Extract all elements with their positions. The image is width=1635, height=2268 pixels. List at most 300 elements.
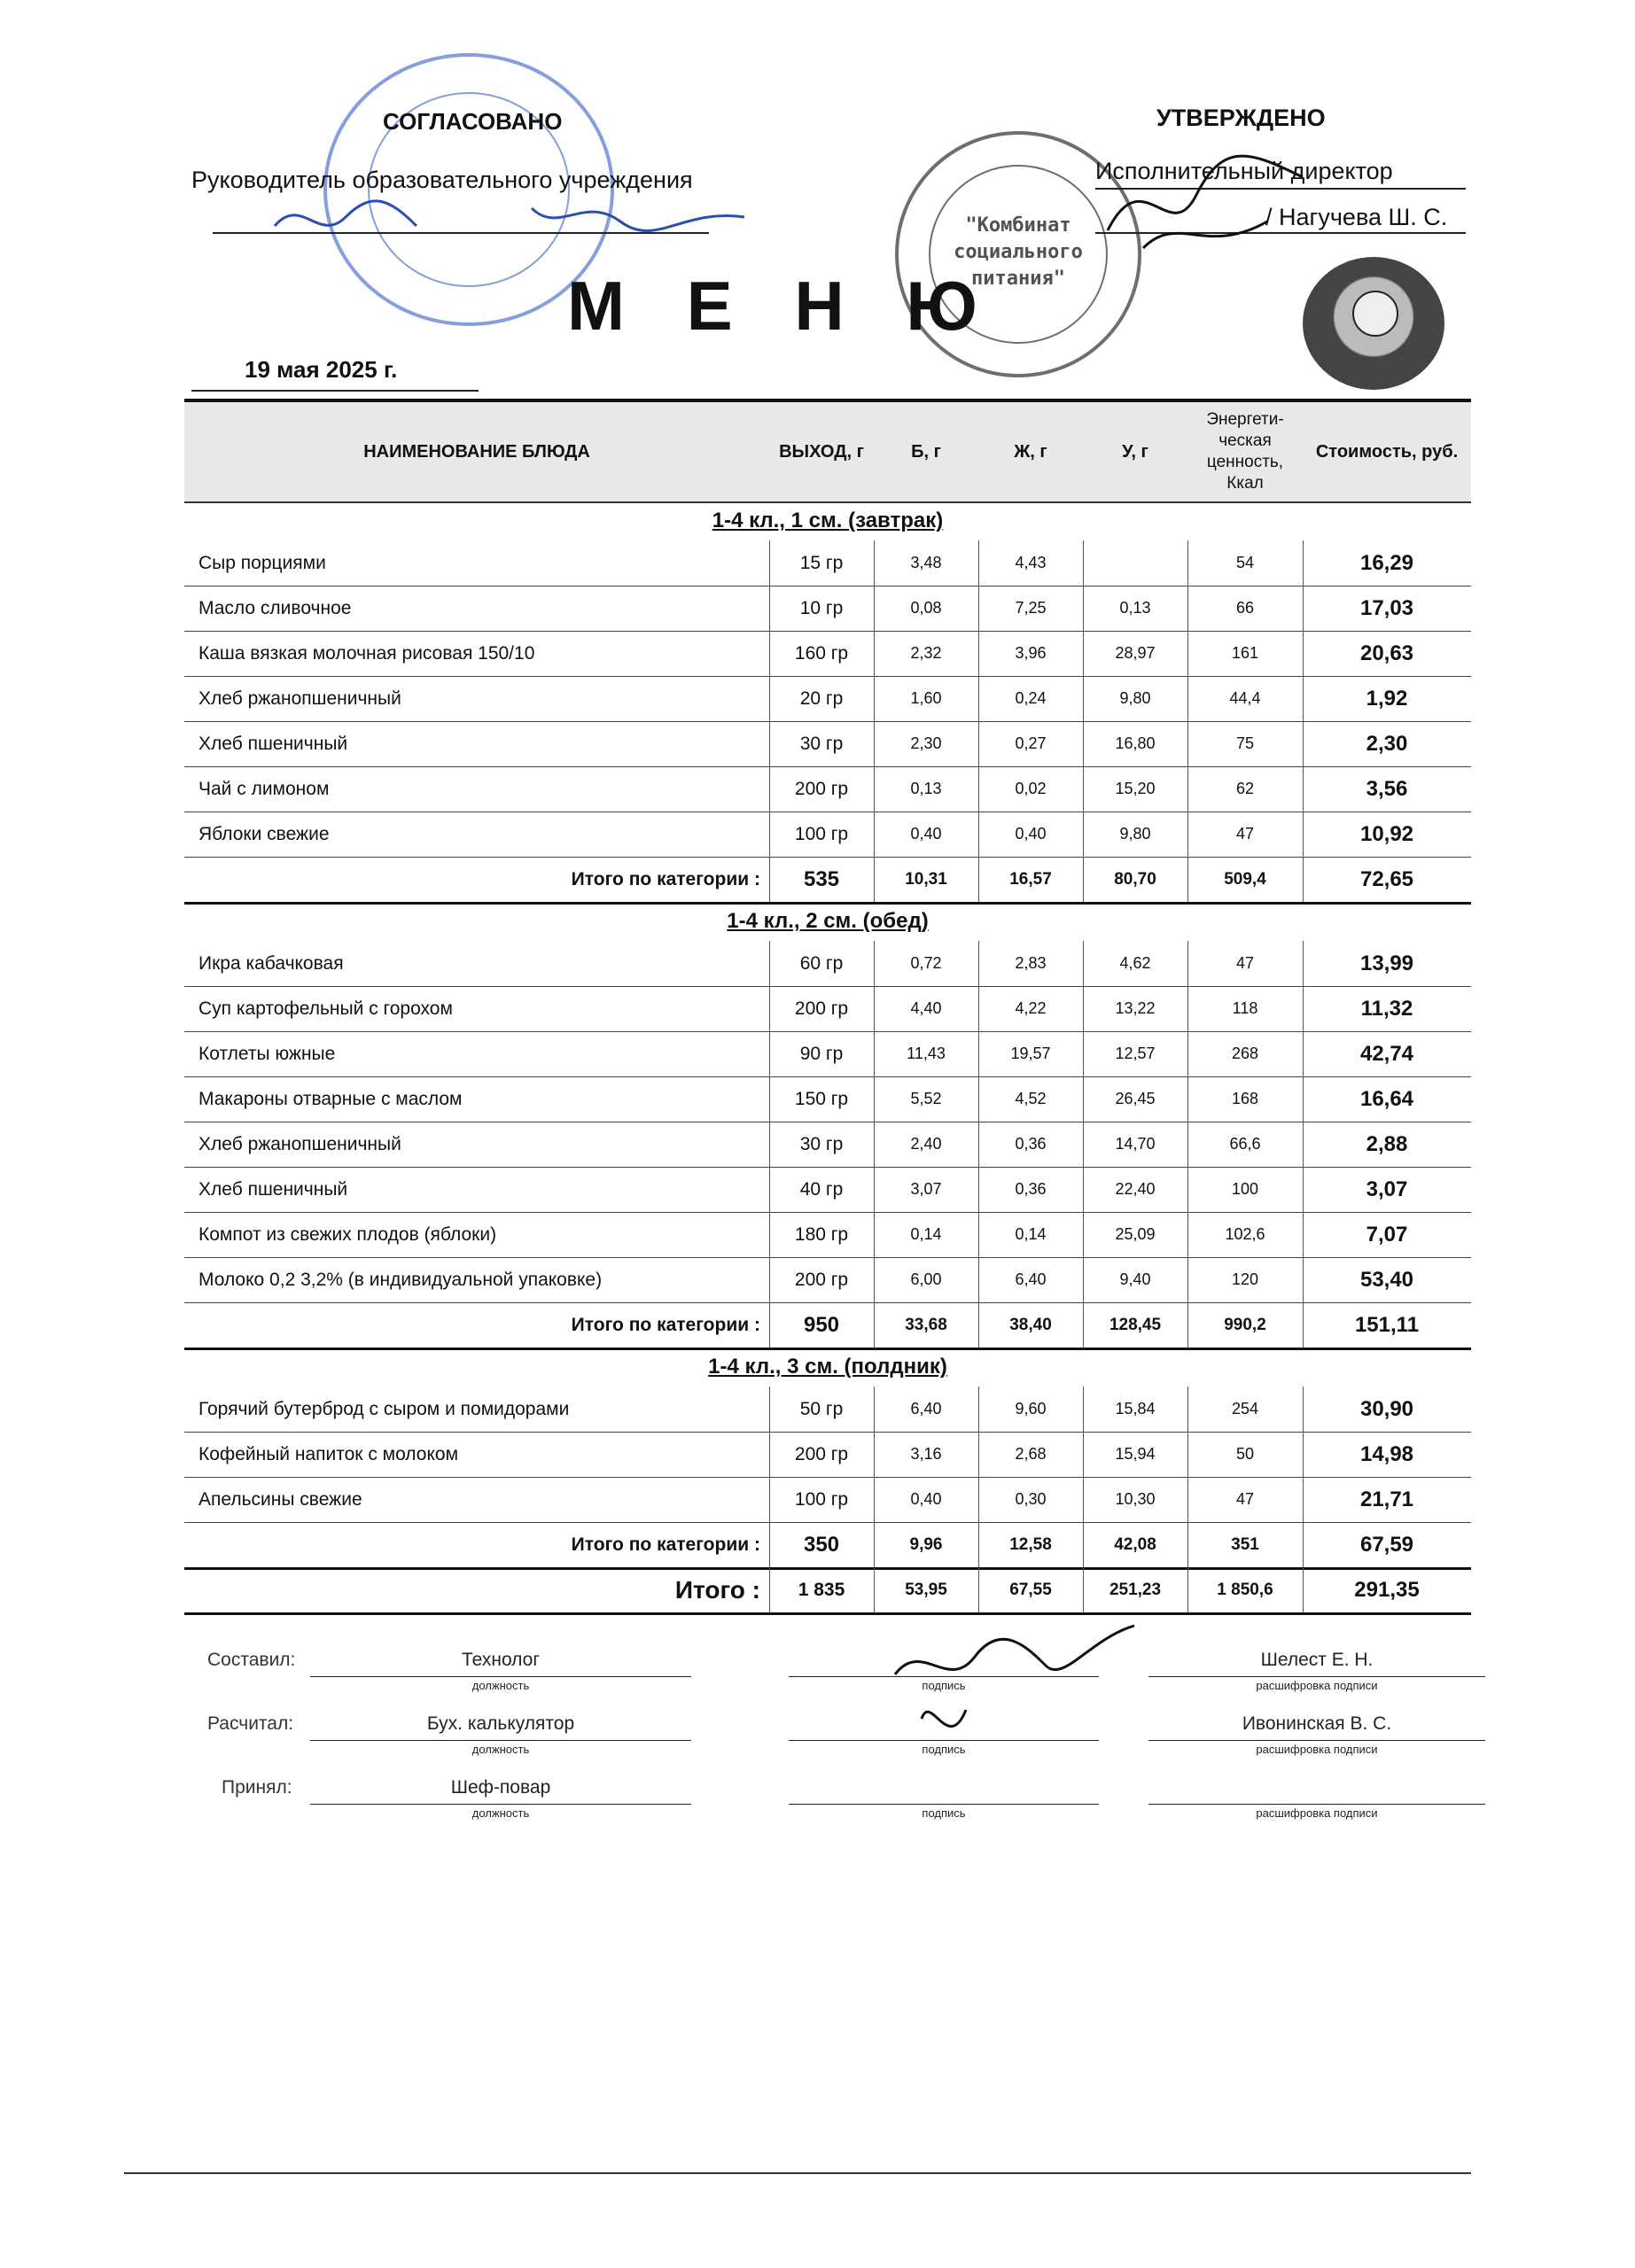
carbs-cell: 0,13 — [1119, 599, 1151, 617]
cost-cell: 3,56 — [1366, 776, 1408, 801]
column-divider — [978, 766, 979, 812]
table-row — [184, 1432, 1471, 1478]
output-cell: 90 гр — [799, 1043, 844, 1064]
column-divider — [1187, 540, 1188, 586]
column-divider — [978, 1031, 979, 1076]
column-divider — [1303, 586, 1304, 631]
column-divider — [874, 1386, 875, 1432]
fat-cell: 0,14 — [1015, 1225, 1047, 1243]
column-divider — [1303, 857, 1304, 902]
output-cell: 30 гр — [799, 733, 844, 754]
energy-cell: 75 — [1235, 734, 1255, 752]
column-divider — [1083, 1122, 1084, 1167]
column-divider — [1303, 1167, 1304, 1212]
signature-position: Бух. калькулятор — [426, 1713, 575, 1734]
chef-logo — [1303, 257, 1444, 390]
column-divider — [1187, 941, 1188, 986]
cost-cell: 17,03 — [1359, 595, 1414, 620]
agreed-role: Руководитель образовательного учреждения — [191, 167, 693, 193]
cost-cell: 21,71 — [1359, 1487, 1414, 1511]
dish-name: Яблоки свежие — [199, 823, 330, 844]
table-row — [184, 1257, 1471, 1303]
output-cell: 180 гр — [794, 1223, 849, 1245]
table-row — [184, 586, 1471, 632]
column-divider — [874, 1167, 875, 1212]
carbs-cell: 15,94 — [1115, 1445, 1156, 1463]
carbs-cell: 15,20 — [1115, 780, 1156, 797]
column-divider — [1187, 1522, 1188, 1567]
column-divider — [769, 540, 770, 586]
section-title: 1-4 кл., 2 см. (обед) — [727, 909, 929, 933]
protein-cell: 6,40 — [910, 1400, 942, 1418]
table-row — [184, 1477, 1471, 1523]
table-row — [184, 941, 1471, 987]
category-total-row — [184, 857, 1471, 905]
column-divider — [1187, 857, 1188, 902]
total-carbs-cell: 128,45 — [1109, 1315, 1162, 1334]
column-divider — [1083, 812, 1084, 857]
decode-line — [1148, 1740, 1485, 1741]
column-divider — [1303, 1076, 1304, 1122]
position-caption: должность — [471, 1743, 530, 1756]
fat-cell: 9,60 — [1015, 1400, 1047, 1418]
output-cell: 200 гр — [794, 998, 849, 1019]
column-divider — [978, 1167, 979, 1212]
table-row — [184, 1212, 1471, 1258]
table-row — [184, 1031, 1471, 1077]
output-cell: 200 гр — [794, 778, 849, 799]
column-divider — [1187, 1567, 1188, 1612]
column-divider — [769, 812, 770, 857]
agreed-title: СОГЛАСОВАНО — [383, 108, 563, 135]
signature-label: Составил: — [207, 1650, 296, 1670]
dish-name: Макароны отварные с маслом — [199, 1088, 463, 1109]
column-divider — [769, 766, 770, 812]
column-divider — [769, 676, 770, 721]
column-divider — [1083, 1031, 1084, 1076]
total-energy-cell: 990,2 — [1224, 1315, 1266, 1334]
energy-cell: 66 — [1235, 599, 1255, 617]
total-label: Итого по категории : — [571, 868, 760, 889]
carbs-cell: 15,84 — [1115, 1400, 1156, 1418]
carbs-cell: 25,09 — [1115, 1225, 1156, 1243]
total-output-cell: 350 — [803, 1532, 840, 1557]
column-divider — [1083, 1212, 1084, 1257]
fat-cell: 6,40 — [1015, 1270, 1047, 1288]
protein-cell: 0,40 — [910, 1490, 942, 1508]
column-divider — [1303, 1302, 1304, 1348]
column-divider — [978, 1432, 979, 1477]
column-divider — [1187, 1076, 1188, 1122]
column-divider — [1083, 1302, 1084, 1348]
output-cell: 40 гр — [799, 1178, 844, 1200]
column-divider — [769, 1031, 770, 1076]
protein-cell: 4,40 — [910, 999, 942, 1017]
total-label: Итого по категории : — [571, 1534, 760, 1555]
column-divider — [1187, 631, 1188, 676]
column-divider — [769, 1122, 770, 1167]
column-divider — [1303, 721, 1304, 766]
fat-cell: 4,22 — [1015, 999, 1047, 1017]
column-divider — [978, 1302, 979, 1348]
fat-cell: 0,40 — [1015, 825, 1047, 843]
output-cell: 50 гр — [799, 1398, 844, 1419]
column-divider — [1083, 1432, 1084, 1477]
dish-name: Сыр порциями — [199, 552, 326, 573]
cost-cell: 13,99 — [1359, 951, 1414, 975]
table-header — [184, 399, 1471, 503]
dish-name: Хлеб пшеничный — [199, 1178, 348, 1200]
signature-position: Шеф-повар — [450, 1777, 551, 1798]
energy-cell: 100 — [1231, 1180, 1259, 1198]
fat-cell: 2,68 — [1015, 1445, 1047, 1463]
total-fat-cell: 38,40 — [1009, 1315, 1052, 1334]
output-cell: 15 гр — [799, 552, 844, 573]
column-divider — [874, 812, 875, 857]
cost-cell: 10,92 — [1359, 821, 1414, 846]
cost-cell: 3,07 — [1366, 1177, 1408, 1201]
column-divider — [1303, 1031, 1304, 1076]
column-divider — [978, 1212, 979, 1257]
column-divider — [1187, 1432, 1188, 1477]
fat-cell: 0,36 — [1015, 1135, 1047, 1153]
carbs-cell: 26,45 — [1115, 1090, 1156, 1107]
dish-name: Горячий бутерброд с сыром и помидорами — [199, 1398, 570, 1419]
column-divider — [1187, 766, 1188, 812]
header-carbs: У, г — [1122, 442, 1148, 462]
total-fat-cell: 12,58 — [1009, 1534, 1052, 1554]
column-divider — [1083, 857, 1084, 902]
dish-name: Икра кабачковая — [199, 952, 344, 974]
column-divider — [1303, 676, 1304, 721]
stamp-line-3: питания" — [971, 268, 1065, 290]
column-divider — [978, 586, 979, 631]
category-total-row — [184, 1522, 1471, 1570]
total-cost-cell: 67,59 — [1359, 1532, 1414, 1557]
energy-cell: 50 — [1235, 1445, 1255, 1463]
protein-cell: 3,07 — [910, 1180, 942, 1198]
column-divider — [978, 1386, 979, 1432]
column-divider — [978, 676, 979, 721]
signature-label: Принял: — [222, 1777, 292, 1798]
column-divider — [1303, 1212, 1304, 1257]
page-title: М Е Н Ю — [567, 267, 999, 345]
dish-name: Масло сливочное — [199, 597, 352, 618]
column-divider — [1303, 1432, 1304, 1477]
column-divider — [1303, 941, 1304, 986]
cost-cell: 11,32 — [1360, 996, 1413, 1021]
stamp-line-2: социального — [954, 241, 1083, 263]
table-row — [184, 1386, 1471, 1433]
column-divider — [978, 540, 979, 586]
energy-cell: 268 — [1231, 1045, 1259, 1062]
grand-total-fat-cell: 67,55 — [1009, 1580, 1052, 1599]
output-cell: 60 гр — [799, 952, 844, 974]
column-divider — [769, 1076, 770, 1122]
fat-cell: 19,57 — [1010, 1045, 1051, 1062]
column-divider — [1083, 1477, 1084, 1522]
header-fat: Ж, г — [1014, 442, 1047, 462]
total-protein-cell: 33,68 — [905, 1315, 947, 1334]
column-divider — [1083, 586, 1084, 631]
approved-signature — [1090, 142, 1320, 266]
energy-cell: 66,6 — [1229, 1135, 1261, 1153]
column-divider — [1303, 1257, 1304, 1302]
column-divider — [1303, 1122, 1304, 1167]
column-divider — [1187, 1386, 1188, 1432]
column-divider — [874, 941, 875, 986]
column-divider — [1187, 676, 1188, 721]
column-divider — [1187, 1212, 1188, 1257]
position-caption: должность — [471, 1679, 530, 1692]
column-divider — [1083, 1386, 1084, 1432]
position-line — [310, 1740, 691, 1741]
dish-name: Компот из свежих плодов (яблоки) — [199, 1223, 497, 1245]
table-row — [184, 631, 1471, 677]
cost-cell: 2,88 — [1366, 1131, 1408, 1156]
carbs-cell: 4,62 — [1119, 954, 1151, 972]
column-divider — [1083, 1257, 1084, 1302]
fat-cell: 7,25 — [1015, 599, 1047, 617]
column-divider — [769, 631, 770, 676]
grand-total-output-cell: 1 835 — [798, 1579, 845, 1600]
carbs-cell: 14,70 — [1115, 1135, 1156, 1153]
column-divider — [874, 857, 875, 902]
output-cell: 200 гр — [794, 1269, 849, 1290]
position-caption: должность — [471, 1806, 530, 1820]
column-divider — [978, 1477, 979, 1522]
column-divider — [1083, 1076, 1084, 1122]
column-divider — [874, 1212, 875, 1257]
table-row — [184, 721, 1471, 767]
grand-total-protein-cell: 53,95 — [905, 1580, 947, 1599]
column-divider — [874, 540, 875, 586]
energy-cell: 118 — [1232, 999, 1258, 1017]
header-name: НАИМЕНОВАНИЕ БЛЮДА — [363, 442, 590, 462]
dish-name: Хлеб ржанопшеничный — [199, 687, 401, 709]
header-protein: Б, г — [911, 442, 941, 462]
column-divider — [1083, 986, 1084, 1031]
carbs-cell: 16,80 — [1115, 734, 1156, 752]
column-divider — [874, 1076, 875, 1122]
approved-name: / Нагучева Ш. С. — [1265, 204, 1448, 230]
signature-name: Ивонинская В. С. — [1242, 1713, 1392, 1734]
header-cost: Стоимость, руб. — [1315, 442, 1459, 462]
column-divider — [769, 1432, 770, 1477]
table-row — [184, 1167, 1471, 1213]
total-label: Итого по категории : — [571, 1314, 760, 1335]
dish-name: Суп картофельный с горохом — [199, 998, 453, 1019]
protein-cell: 3,48 — [910, 554, 942, 571]
dish-name: Котлеты южные — [199, 1043, 336, 1064]
energy-cell: 254 — [1231, 1400, 1259, 1418]
cost-cell: 7,07 — [1366, 1222, 1408, 1247]
date-underline — [191, 390, 479, 392]
total-carbs-cell: 42,08 — [1114, 1534, 1156, 1554]
column-divider — [769, 941, 770, 986]
column-divider — [1083, 1167, 1084, 1212]
column-divider — [1303, 540, 1304, 586]
compiler-signature — [868, 1621, 1152, 1772]
column-divider — [1187, 1257, 1188, 1302]
total-carbs-cell: 80,70 — [1114, 869, 1156, 889]
stamp-line-1: "Комбинат — [965, 214, 1071, 237]
column-divider — [1187, 1167, 1188, 1212]
column-divider — [1303, 1477, 1304, 1522]
fat-cell: 0,02 — [1015, 780, 1047, 797]
carbs-cell: 22,40 — [1115, 1180, 1156, 1198]
column-divider — [874, 766, 875, 812]
column-divider — [978, 857, 979, 902]
column-divider — [874, 631, 875, 676]
protein-cell: 0,40 — [910, 825, 942, 843]
fat-cell: 0,36 — [1015, 1180, 1047, 1198]
fat-cell: 3,96 — [1015, 644, 1047, 662]
fat-cell: 2,83 — [1015, 954, 1047, 972]
menu-date: 19 мая 2025 г. — [245, 356, 398, 383]
fat-cell: 0,30 — [1015, 1490, 1047, 1508]
energy-cell: 47 — [1235, 825, 1255, 843]
column-divider — [1303, 812, 1304, 857]
grand-total-label: Итого : — [674, 1575, 760, 1604]
protein-cell: 0,14 — [910, 1225, 942, 1243]
grand-total-cost-cell: 291,35 — [1354, 1577, 1420, 1602]
total-fat-cell: 16,57 — [1009, 869, 1052, 889]
output-cell: 200 гр — [794, 1443, 849, 1464]
approved-role: Исполнительный директор — [1095, 158, 1393, 184]
protein-cell: 2,30 — [910, 734, 942, 752]
column-divider — [1083, 941, 1084, 986]
fat-cell: 0,27 — [1015, 734, 1047, 752]
total-energy-cell: 351 — [1231, 1534, 1259, 1554]
position-line — [310, 1804, 691, 1805]
carbs-cell: 9,80 — [1119, 825, 1151, 843]
fat-cell: 4,52 — [1015, 1090, 1047, 1107]
cost-cell: 16,29 — [1359, 550, 1414, 575]
column-divider — [769, 1212, 770, 1257]
column-divider — [978, 986, 979, 1031]
total-protein-cell: 9,96 — [909, 1534, 943, 1554]
column-divider — [874, 1432, 875, 1477]
output-cell: 30 гр — [799, 1133, 844, 1154]
table-row — [184, 540, 1471, 586]
column-divider — [1303, 766, 1304, 812]
column-divider — [1187, 986, 1188, 1031]
cost-cell: 16,64 — [1359, 1086, 1414, 1111]
column-divider — [874, 676, 875, 721]
cost-cell: 42,74 — [1359, 1041, 1414, 1066]
column-divider — [874, 1302, 875, 1348]
category-total-row — [184, 1302, 1471, 1350]
total-protein-cell: 10,31 — [905, 869, 947, 889]
cost-cell: 30,90 — [1359, 1396, 1414, 1421]
footer-rule — [124, 2172, 1471, 2174]
column-divider — [1187, 1477, 1188, 1522]
column-divider — [1083, 721, 1084, 766]
energy-cell: 47 — [1235, 1490, 1255, 1508]
energy-cell: 54 — [1235, 554, 1255, 571]
column-divider — [978, 941, 979, 986]
column-divider — [1303, 631, 1304, 676]
signature-label: Расчитал: — [207, 1713, 294, 1734]
carbs-cell: 9,40 — [1119, 1270, 1151, 1288]
dish-name: Хлеб пшеничный — [199, 733, 348, 754]
column-divider — [1303, 986, 1304, 1031]
column-divider — [874, 1522, 875, 1567]
total-cost-cell: 151,11 — [1354, 1312, 1420, 1337]
grand-total-energy-cell: 1 850,6 — [1217, 1580, 1273, 1599]
protein-cell: 1,60 — [910, 689, 942, 707]
carbs-cell: 10,30 — [1115, 1490, 1156, 1508]
signature-caption: подпись — [922, 1806, 966, 1820]
output-cell: 10 гр — [799, 597, 844, 618]
output-cell: 150 гр — [794, 1088, 849, 1109]
energy-cell: 161 — [1231, 644, 1259, 662]
position-line — [310, 1676, 691, 1677]
column-divider — [1083, 540, 1084, 586]
carbs-cell — [1083, 540, 1187, 586]
dish-name: Хлеб ржанопшеничный — [199, 1133, 401, 1154]
table-row — [184, 766, 1471, 812]
column-divider — [874, 1031, 875, 1076]
total-output-cell: 535 — [803, 866, 840, 891]
column-divider — [874, 1257, 875, 1302]
column-divider — [978, 1522, 979, 1567]
table-row — [184, 1076, 1471, 1122]
protein-cell: 0,13 — [910, 780, 942, 797]
signature-line — [789, 1804, 1099, 1805]
column-divider — [1187, 1302, 1188, 1348]
column-divider — [874, 1477, 875, 1522]
cost-cell: 2,30 — [1366, 731, 1408, 756]
column-divider — [769, 1386, 770, 1432]
decode-line — [1148, 1676, 1485, 1677]
output-cell: 20 гр — [799, 687, 844, 709]
signature-caption: подпись — [922, 1679, 966, 1692]
column-divider — [1187, 721, 1188, 766]
carbs-cell: 12,57 — [1115, 1045, 1156, 1062]
grand-total-row — [184, 1567, 1471, 1615]
energy-cell: 62 — [1235, 780, 1255, 797]
column-divider — [1083, 1567, 1084, 1612]
header-output: ВЫХОД, г — [779, 442, 864, 462]
column-divider — [1083, 676, 1084, 721]
column-divider — [1083, 766, 1084, 812]
column-divider — [769, 1522, 770, 1567]
column-divider — [1303, 1522, 1304, 1567]
table-row — [184, 812, 1471, 858]
column-divider — [978, 1567, 979, 1612]
cost-cell: 20,63 — [1359, 641, 1414, 665]
column-divider — [769, 1257, 770, 1302]
energy-cell: 168 — [1231, 1090, 1259, 1107]
column-divider — [874, 586, 875, 631]
decode-caption: расшифровка подписи — [1256, 1743, 1378, 1756]
carbs-cell: 28,97 — [1115, 644, 1156, 662]
column-divider — [978, 1122, 979, 1167]
table-row — [184, 676, 1471, 722]
decode-line — [1148, 1804, 1485, 1805]
column-divider — [1303, 1567, 1304, 1612]
grand-total-carbs-cell: 251,23 — [1109, 1580, 1162, 1599]
column-divider — [874, 986, 875, 1031]
column-divider — [769, 1477, 770, 1522]
energy-cell: 47 — [1235, 954, 1255, 972]
output-cell: 160 гр — [794, 642, 849, 664]
column-divider — [1303, 1386, 1304, 1432]
signature-caption: подпись — [922, 1743, 966, 1756]
dish-name: Кофейный напиток с молоком — [199, 1443, 459, 1464]
